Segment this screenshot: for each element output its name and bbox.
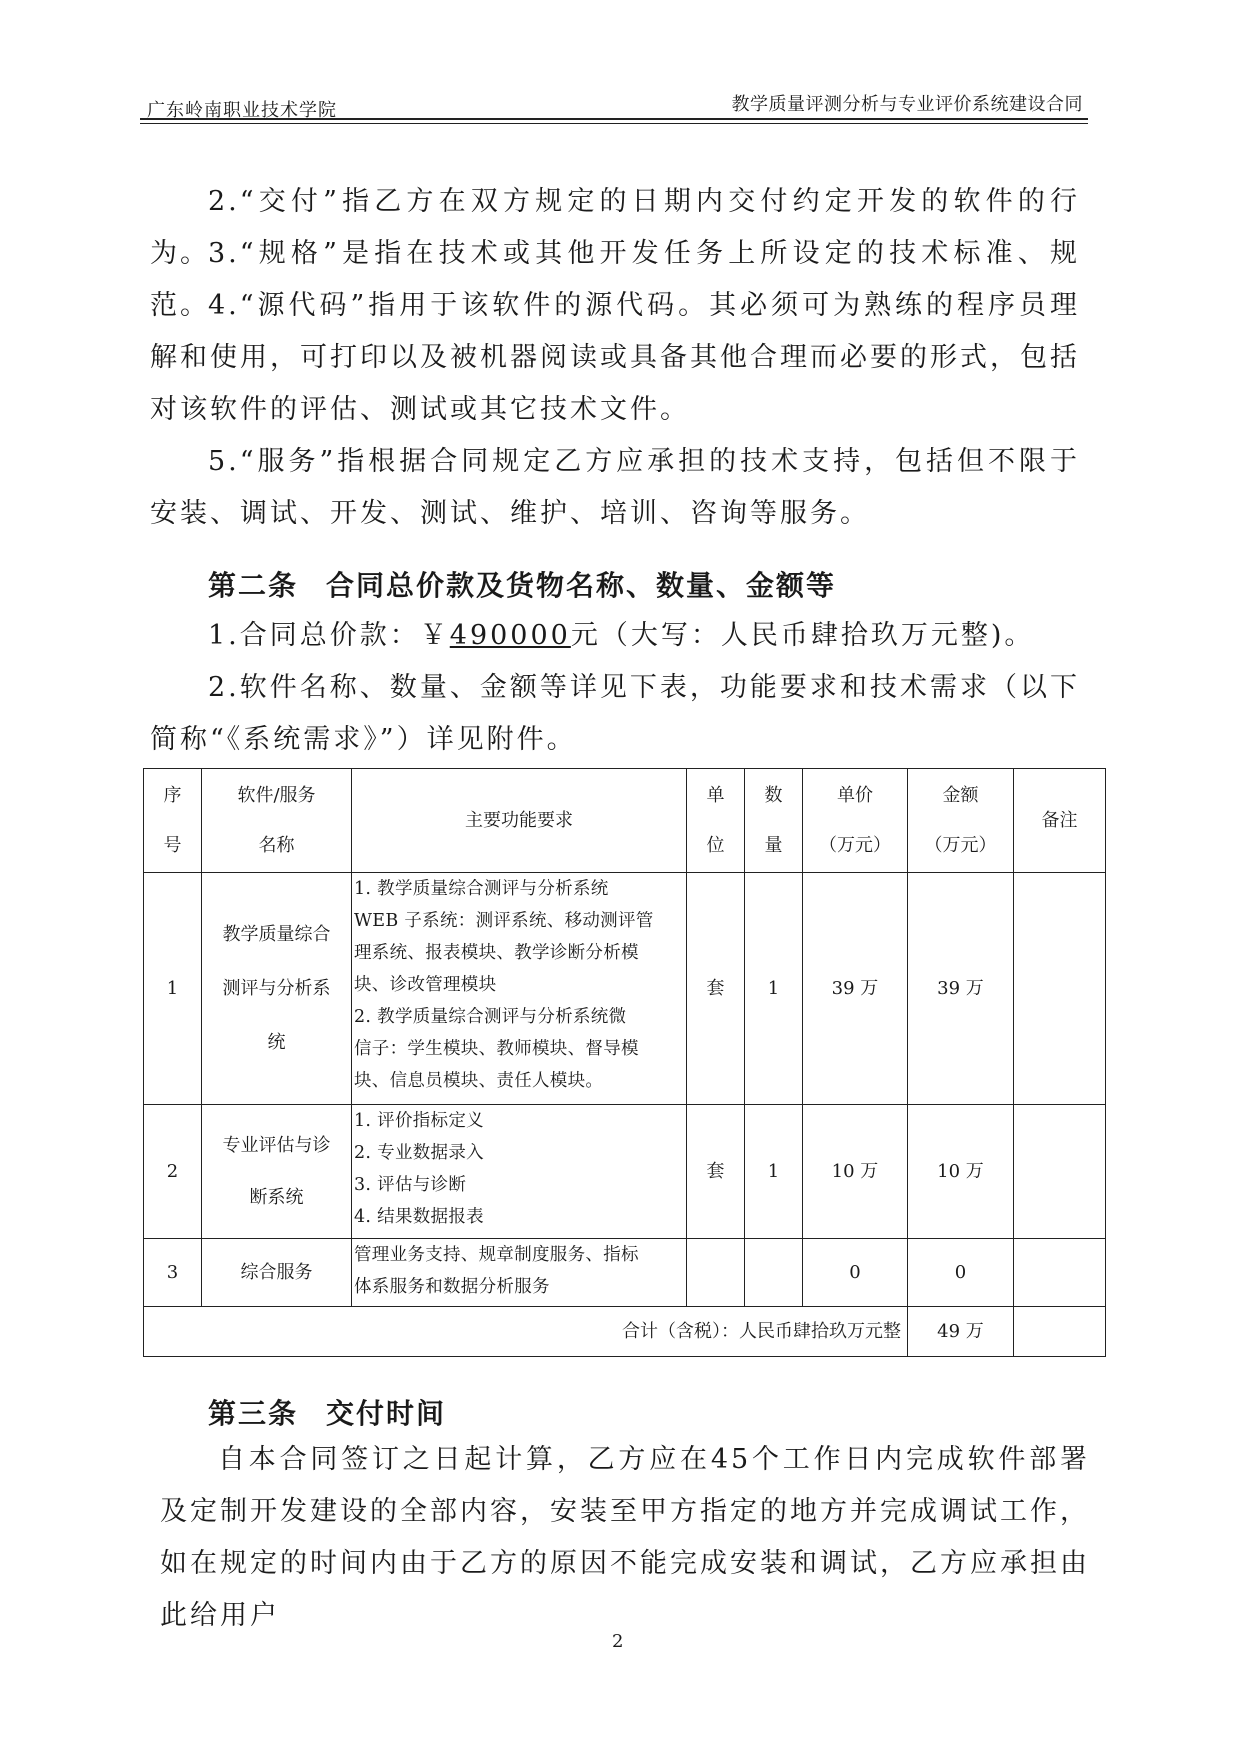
- article-2-number: 第二条: [208, 569, 299, 602]
- row-name: 专业评估与诊 断系统: [202, 1105, 352, 1239]
- header-price: 单价 （万元）: [803, 769, 908, 873]
- row-price: 0: [803, 1239, 908, 1307]
- row-seq: 3: [144, 1239, 202, 1307]
- row-qty: 1: [745, 873, 803, 1105]
- table-header-row: [144, 769, 1106, 873]
- row-name: 综合服务: [202, 1239, 352, 1307]
- price-value: 490000: [449, 620, 571, 651]
- row-unit: [687, 1239, 745, 1307]
- row-price: 10 万: [803, 1105, 908, 1239]
- table-row: [144, 1105, 1106, 1239]
- header-contract-title: 教学质量评测分析与专业评价系统建设合同: [731, 94, 1083, 115]
- total-amount: 49 万: [908, 1307, 1014, 1357]
- header-features: 主要功能要求: [352, 769, 687, 873]
- header-institution: 广东岭南职业技术学院: [147, 100, 337, 121]
- total-remark: [1014, 1307, 1106, 1357]
- contract-price-line: [150, 610, 1080, 662]
- total-label: 合计（含税）：人民币肆拾玖万元整: [144, 1307, 908, 1357]
- row-amount: 0: [908, 1239, 1014, 1307]
- header-name: 软件/服务 名称: [202, 769, 352, 873]
- page-number: 2: [612, 1631, 624, 1652]
- table-row: [144, 873, 1106, 1105]
- row-name: 教学质量综合 测评与分析系 统: [202, 873, 352, 1105]
- row-seq: 2: [144, 1105, 202, 1239]
- items-table: [143, 768, 1106, 1357]
- header-unit: 单 位: [687, 769, 745, 873]
- definition-2: 2.“交付”指乙方在双方规定的日期内交付约定开发的软件的行为。: [150, 186, 1080, 269]
- row-remark: [1014, 873, 1106, 1105]
- article-2-heading: [208, 564, 836, 604]
- row-unit: 套: [687, 1105, 745, 1239]
- row-amount: 39 万: [908, 873, 1014, 1105]
- definition-5: 5.“服务”指根据合同规定乙方应承担的技术支持，包括但不限于安装、调试、开发、测试、维护、培训、咨询等服务。: [150, 446, 1080, 529]
- header-divider: [140, 118, 1088, 120]
- table-row: [144, 1239, 1106, 1307]
- article-3-text: 自本合同签订之日起计算，乙方应在45个工作日内完成软件部署及定制开发建设的全部内容，安装至甲方指定的地方并完成调试工作，如在规定的时间内由于乙方的原因不能完成安装和调试，乙方应承担由此给用户: [160, 1444, 1090, 1631]
- row-price: 39 万: [803, 873, 908, 1105]
- row-qty: 1: [745, 1105, 803, 1239]
- price-prefix: 1.合同总价款：￥: [208, 620, 450, 651]
- header-amount: 金额 （万元）: [908, 769, 1014, 873]
- definition-3: 3.“规格”是指在技术或其他开发任务上所设定的技术标准、规范。: [150, 238, 1080, 321]
- row-remark: [1014, 1239, 1106, 1307]
- row-unit: 套: [687, 873, 745, 1105]
- article-3-title: 交付时间: [326, 1397, 447, 1430]
- row-features: 管理业务支持、规章制度服务、指标 体系服务和数据分析服务: [352, 1239, 687, 1307]
- header-remark: 备注: [1014, 769, 1106, 873]
- row-features: 1. 评价指标定义 2. 专业数据录入 3. 评估与诊断 4. 结果数据报表: [352, 1105, 687, 1239]
- header-seq: 序 号: [144, 769, 202, 873]
- table-total-row: [144, 1307, 1106, 1357]
- row-seq: 1: [144, 873, 202, 1105]
- header-qty: 数 量: [745, 769, 803, 873]
- article-3-number: 第三条: [208, 1397, 299, 1430]
- price-suffix: 元（大写：人民币肆拾玖万元整)。: [570, 620, 1035, 651]
- software-table-intro: 2.软件名称、数量、金额等详见下表，功能要求和技术需求（以下简称“《系统需求》”）详见附件。: [150, 672, 1080, 755]
- definition-4: 4.“源代码”指用于该软件的源代码。其必须可为熟练的程序员理解和使用，可打印以及被机器阅读或具备其他合理而必要的形式，包括对该软件的评估、测试或其它技术文件。: [150, 290, 1080, 425]
- article-3-heading: [208, 1392, 446, 1432]
- header-divider-thin: [140, 123, 1088, 124]
- row-qty: [745, 1239, 803, 1307]
- row-remark: [1014, 1105, 1106, 1239]
- row-amount: 10 万: [908, 1105, 1014, 1239]
- article-2-title: 合同总价款及货物名称、数量、金额等: [326, 569, 837, 602]
- row-features: 1. 教学质量综合测评与分析系统 WEB 子系统：测评系统、移动测评管 理系统、报表模块、教学诊断分析模 块、诊改管理模块 2. 教学质量综合测评与分析系统微 信子：学生模块、教师模块、督导模 块、信息员模块、责任人模块。: [352, 873, 687, 1105]
